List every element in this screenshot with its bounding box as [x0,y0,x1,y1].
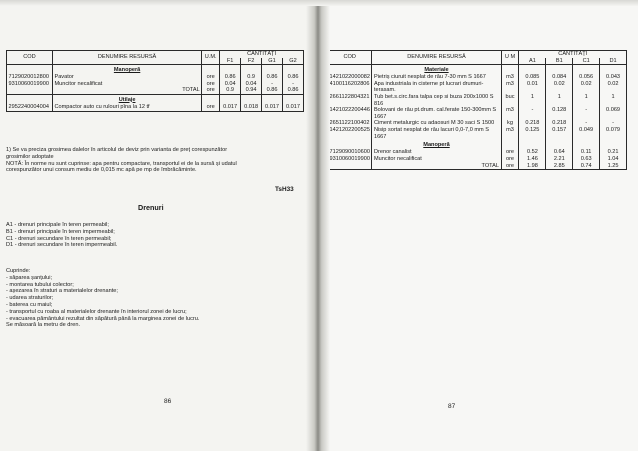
cell-value: 0.04 [241,81,262,88]
table-row [328,127,627,140]
note-line: NOTĂ: În norme nu sunt cuprinse: apa pentru compactare, transportul ei de la sursă și udatul [6,160,237,167]
cell-value: 0.64 [546,149,573,156]
list-item: - baterea cu maiul; [6,301,53,308]
table-row [328,149,627,156]
cell-value: 0.86 [262,74,283,81]
book-gutter [306,0,330,451]
cell-value: 1.04 [600,156,627,163]
cell-cod: 9310060019900 [329,155,370,162]
cell-value: 1.46 [519,156,546,163]
table-row [328,107,627,120]
page-number: 87 [448,403,456,410]
cell-cod: 7129020012800 [7,74,53,81]
list-item: - udarea straturilor; [6,295,54,302]
cell-value: 0.157 [546,127,573,140]
cell-value: 0.02 [573,81,600,94]
col-header-g1: G1 [262,58,283,65]
table-row [7,74,304,81]
note-line: grosimilor adoptate [6,153,54,160]
right-page [318,0,638,451]
col-header-cantitati: CANTITĂȚI [519,51,627,58]
cell-value: 0.017 [262,104,283,111]
cell-value: 0.94 [241,87,262,94]
list-item: B1 - drenuri principale în teren impermeabil; [6,228,115,235]
col-header-a1: A1 [519,58,546,65]
cell-um: m3 [501,81,519,94]
cell-denumire: Bolovani de râu pt.drum. cal.ferate 150-300mm S 1667 [372,107,501,120]
cell-value: 0.079 [600,127,627,140]
col-header-d1: D1 [600,58,627,65]
cell-value: 0.04 [220,81,241,88]
cell-um: m3 [501,74,519,81]
drenuri-title: Drenuri [138,203,164,212]
cell-value: 0.02 [600,81,627,94]
section-title-manopera: Manoperă [372,140,501,149]
cell-cod: 7129090010600 [329,149,370,156]
cell-um: kg [501,120,519,127]
cell-value: - [573,120,600,127]
cell-value: 0.017 [220,104,241,111]
cell-denumire: Drenor canalist [372,149,501,156]
list-item: - săparea șanțului; [6,274,53,281]
cell-value: 1.98 [519,163,546,170]
col-header-cod: COD [328,51,372,65]
section-title-utilaje: Utilaje [52,95,201,105]
page-number: 86 [164,398,172,405]
col-header-um: U M [501,51,519,65]
table-row [7,104,304,111]
cell-denumire: Apa industriala in cisterne pt lucrari drumuri-terasam. [372,81,501,94]
left-page [0,0,318,451]
note-line: corespunzător unui consum mediu de 0,015 mc apă pe mp de îmbrăcăminte. [6,167,197,174]
total-row [328,163,627,170]
cell-value: 1 [573,94,600,107]
cell-value: 1 [600,94,627,107]
cell-value: 0.043 [600,74,627,81]
section-title-manopera: Manoperă [52,65,201,75]
list-item: C1 - drenuri secundare în teren permeabil; [6,235,112,242]
cuprinde-label: Cuprinde: [6,268,31,274]
section-title-materiale: Materiale [372,65,501,75]
col-header-cod: COD [7,51,53,65]
cell-value: 0.11 [573,149,600,156]
cell-denumire: Pavator [52,74,201,81]
cell-value: - [519,107,546,120]
cell-value: 2.85 [546,163,573,170]
cell-value: 0.018 [241,104,262,111]
cell-value: 1.25 [600,163,627,170]
col-header-b1: B1 [546,58,573,65]
cell-um: buc [501,94,519,107]
cell-value: 0.218 [519,120,546,127]
col-header-denumire: DENUMIRE RESURSĂ [372,51,501,65]
total-label: TOTAL [52,87,201,94]
cell-denumire: Ciment metalurgic cu adaosuri M 30 saci S 1500 [372,120,501,127]
table-row [328,81,627,94]
col-header-g2: G2 [283,58,304,65]
cell-denumire: Muncitor necalificat [372,156,501,163]
list-item: - așezarea în straturi a materialelor drenante; [6,288,118,295]
cell-cod: 9310060019900 [7,81,53,88]
cell-um: ore [501,156,519,163]
cell-value: 0.86 [283,74,304,81]
cell-value: 0.01 [519,81,546,94]
cell-denumire: Nisip sortat nesplat de râu lacuri 0,0-7,0 mm S 1667 [372,127,501,140]
cell-value: 0.084 [546,74,573,81]
cell-value: - [283,81,304,88]
cell-value: 0.125 [519,127,546,140]
cell-value: - [600,120,627,127]
cell-um: ore [501,163,519,170]
cell-cod: 2651122100402 [328,120,372,127]
cell-value: 0.86 [262,87,283,94]
cell-value: - [573,107,600,120]
table-row [328,156,627,163]
table-row [328,120,627,127]
cell-um: m3 [501,127,519,140]
cell-um: ore [202,87,220,94]
cell-cod: 1421022200446 [328,107,372,120]
page-top-edge [0,0,638,6]
list-item: D1 - drenuri secundare în teren impermeabil. [6,242,118,249]
drenuri-variants [6,222,117,249]
list-item: A1 - drenuri principale în teren permeabil; [6,222,109,228]
list-item: - montarea tubului colector; [6,281,74,288]
col-header-f2: F2 [241,58,262,65]
note-line: 1) Se va preciza grosimea dalelor în articolul de deviz prin varianta de preț corespunzător [6,147,228,153]
col-header-f1: F1 [220,58,241,65]
total-row [7,87,304,94]
cell-cod: 1421022000082 [329,74,370,81]
cell-value: 0.049 [573,127,600,140]
cell-cod: 1421202200525 [328,127,372,140]
col-header-um: U.M. [202,51,220,65]
cell-value: 0.52 [519,149,546,156]
cell-denumire: Compactor auto cu rulouri pîna la 12 tf [52,104,201,111]
cell-value: 0.74 [573,163,600,170]
cell-um: m3 [501,107,519,120]
cell-value: - [262,81,283,88]
cell-value: 0.9 [241,74,262,81]
cuprinde-block [6,268,199,329]
table-row [7,81,304,88]
cell-value: 0.63 [573,156,600,163]
table-row [328,74,627,81]
cell-value: 0.218 [546,120,573,127]
cell-value: 0.86 [283,87,304,94]
cell-denumire: Tub bet.s.circ.fara talpa cep si buza 200x1000 S 816 [372,94,501,107]
cell-denumire: Muncitor necalificat [52,81,201,88]
list-item: - transportul cu roaba al materialelor drenante în interiorul zonei de lucru; [6,308,187,315]
cell-value: 1 [519,94,546,107]
cell-um: ore [501,149,519,156]
norm-code: TsH33 [275,186,294,193]
cell-um: ore [202,74,220,81]
col-header-denumire: DENUMIRE RESURSĂ [52,51,201,65]
cell-value: 0.86 [220,74,241,81]
cell-value: 1 [546,94,573,107]
total-label: TOTAL [372,163,501,170]
cell-cod: 2661122804321 [328,94,372,107]
cell-value: 2.21 [546,156,573,163]
left-resource-table [6,50,304,112]
cell-denumire: Pietriș ciuruit nesplat de râu 7-30 mm S 1667 [372,74,501,81]
cell-um: ore [202,81,220,88]
cell-cod: 4100116202806 [328,81,372,94]
cell-value: 0.128 [546,107,573,120]
cell-value: 0.017 [283,104,304,111]
right-resource-table [327,50,627,170]
col-header-c1: C1 [573,58,600,65]
measurement-note: Se măsoară la metru de dren. [6,322,80,329]
cell-value: 0.21 [600,149,627,156]
cell-value: 0.02 [546,81,573,94]
list-item: - evacuarea pământului rezultat din săpătură până la marginea zonei de lucru. [6,315,200,322]
cell-value: 0.056 [573,74,600,81]
table-row [328,94,627,107]
cell-um: ore [202,104,220,111]
cell-cod: 2952240004004 [7,104,53,111]
col-header-cantitati: CANTITĂȚI [220,51,304,58]
cell-value: 0.069 [600,107,627,120]
norm-notes [6,147,237,174]
cell-value: 0.9 [220,87,241,94]
cell-value: 0.085 [519,74,546,81]
